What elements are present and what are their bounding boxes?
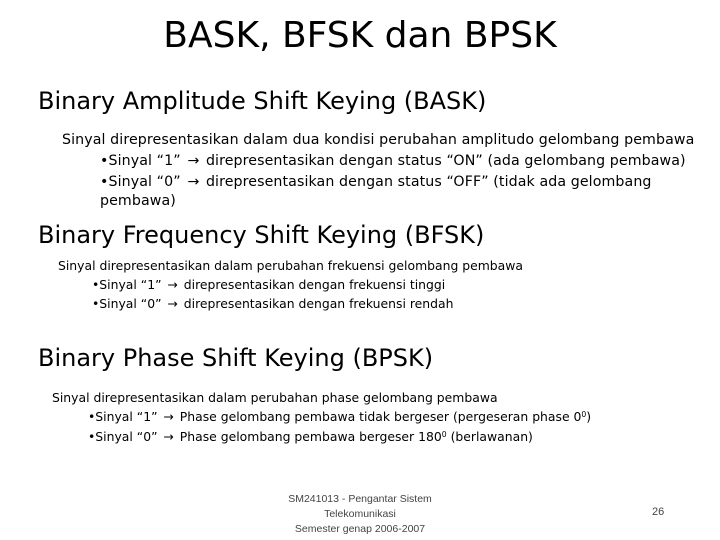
- bask-bullet-1: [100, 151, 686, 172]
- bpsk-bullet-2-end: (berlawanan): [446, 429, 533, 444]
- page-number: 26: [652, 506, 665, 518]
- arrow-right-icon: →: [187, 153, 200, 169]
- bpsk-bullet-2-text: Phase gelombang pembawa bergeser 180: [179, 429, 442, 444]
- bpsk-intro: Sinyal direpresentasikan dalam perubahan phase gelombang pembawa: [52, 390, 498, 405]
- bask-heading: Binary Amplitude Shift Keying (BASK): [38, 87, 487, 115]
- bpsk-bullet-1-label: •Sinyal “1”: [88, 409, 158, 424]
- bfsk-bullet-2-label: •Sinyal “0”: [92, 296, 162, 311]
- bask-bullet-1-label: •Sinyal “1”: [100, 153, 181, 169]
- bask-intro: Sinyal direpresentasikan dalam dua kondisi perubahan amplitudo gelombang pembawa: [62, 132, 695, 148]
- arrow-right-icon: →: [187, 174, 200, 190]
- bpsk-bullet-1-end: ): [586, 409, 592, 424]
- bfsk-intro: Sinyal direpresentasikan dalam perubahan frekuensi gelombang pembawa: [58, 258, 523, 273]
- footer-line-1: SM241013 - Pengantar Sistem: [288, 493, 432, 505]
- footer-line-2: Telekomunikasi: [324, 508, 396, 520]
- arrow-right-icon: →: [163, 409, 174, 424]
- bfsk-bullet-1: [92, 275, 445, 295]
- bpsk-bullet-2: [88, 427, 533, 447]
- bask-bullet-2-continuation: pembawa): [100, 193, 176, 209]
- slide-title: BASK, BFSK dan BPSK: [163, 15, 557, 56]
- footer-line-3: Semester genap 2006-2007: [294, 523, 426, 535]
- degree-superscript: 0: [581, 410, 587, 419]
- bpsk-bullet-2-label: •Sinyal “0”: [88, 429, 158, 444]
- slide-footer: [248, 492, 472, 537]
- bfsk-heading: Binary Frequency Shift Keying (BFSK): [38, 221, 485, 249]
- bfsk-bullet-2: [92, 294, 453, 314]
- bask-bullet-2-text: direpresentasikan dengan status “OFF” (tidak ada gelombang: [205, 174, 652, 190]
- bpsk-heading: Binary Phase Shift Keying (BPSK): [38, 344, 434, 372]
- bask-bullet-1-text: direpresentasikan dengan status “ON” (ada gelombang pembawa): [205, 153, 686, 169]
- bpsk-bullet-1-text: Phase gelombang pembawa tidak bergeser (pergeseran phase 0: [179, 409, 582, 424]
- bask-bullet-2: [100, 172, 652, 193]
- bfsk-bullet-1-text: direpresentasikan dengan frekuensi tinggi: [183, 277, 446, 292]
- bfsk-bullet-2-text: direpresentasikan dengan frekuensi rendah: [183, 296, 454, 311]
- arrow-right-icon: →: [167, 277, 178, 292]
- bpsk-bullet-1: [88, 407, 591, 427]
- bask-bullet-2-label: •Sinyal “0”: [100, 174, 181, 190]
- degree-superscript: 0: [441, 430, 447, 439]
- bfsk-bullet-1-label: •Sinyal “1”: [92, 277, 162, 292]
- arrow-right-icon: →: [167, 296, 178, 311]
- arrow-right-icon: →: [163, 429, 174, 444]
